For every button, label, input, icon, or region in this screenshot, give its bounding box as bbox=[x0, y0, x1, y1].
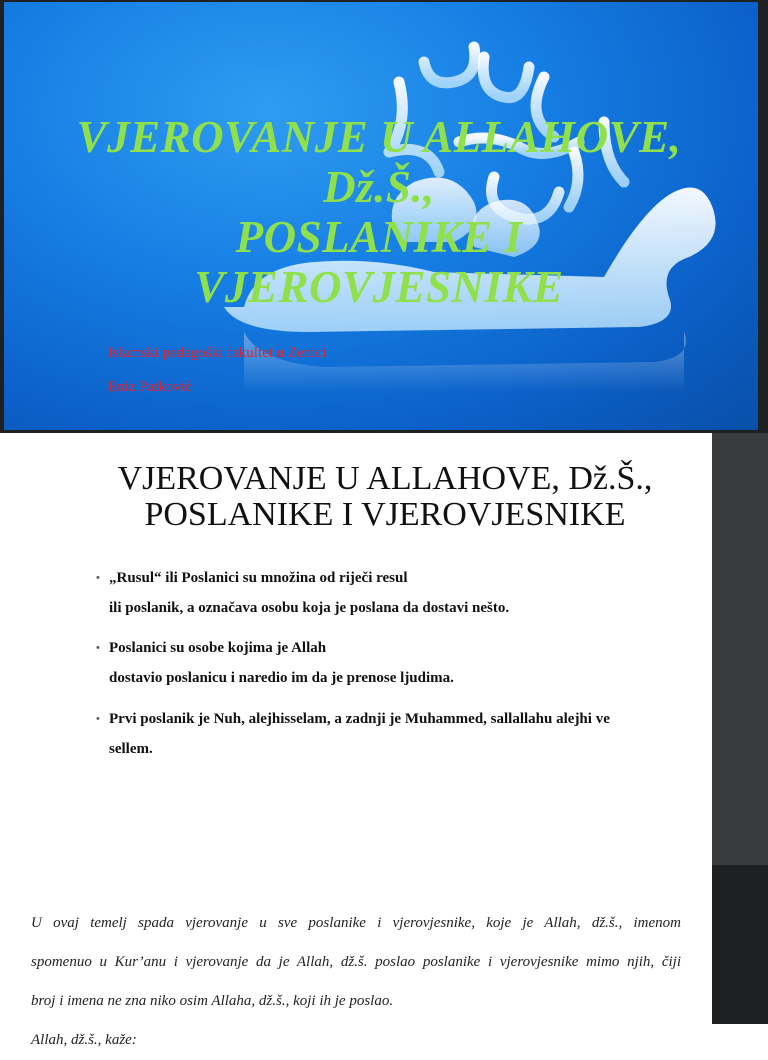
bullet-marker: • bbox=[96, 713, 100, 725]
bullet-item bbox=[96, 563, 696, 623]
slide-edge-panel bbox=[712, 433, 768, 865]
bullet-line: ili poslanik, a označava osobu koja je poslana da dostavi nešto. bbox=[109, 600, 510, 616]
page-edge-panel bbox=[712, 865, 768, 1024]
slide-background bbox=[4, 2, 758, 430]
bullet-line: Prvi poslanik je Nuh, alejhisselam, a zadnji je Muhammed, sallallahu alejhi ve bbox=[109, 711, 610, 727]
title-line: VJEROVJESNIKE bbox=[194, 262, 564, 312]
title-line: POSLANIKE I bbox=[235, 212, 523, 262]
faculty-subtitle: Islamski pedagoški fakultet u Zenici bbox=[108, 345, 327, 361]
paragraph-line: Allah, dž.š., kaže: bbox=[31, 1032, 137, 1048]
paragraph-line: spomenuo u Kur’anu i vjerovanje da je Allah, dž.š. poslao poslanike i vjerovjesnike mimo njih, čiji bbox=[31, 954, 681, 970]
paragraph-line: U ovaj temelj spada vjerovanje u sve poslanike i vjerovjesnike, koje je Allah, dž.š., imenom bbox=[31, 915, 681, 931]
slide1-title bbox=[24, 112, 734, 312]
bullet-marker: • bbox=[96, 642, 100, 654]
title-line: VJEROVANJE U ALLAHOVE, bbox=[76, 112, 682, 162]
bullet-item bbox=[96, 704, 696, 764]
title-line: Dž.Š., bbox=[323, 162, 435, 212]
bullet-line: „Rusul“ ili Poslanici su množina od riječi resul bbox=[109, 570, 408, 586]
document-page bbox=[0, 865, 768, 1048]
bullet-item bbox=[96, 633, 696, 693]
bullet-marker: • bbox=[96, 572, 100, 584]
author-name: Eniz Patković bbox=[108, 379, 192, 395]
bullet-line: dostavio poslanicu i naredio im da je prenose ljudima. bbox=[109, 670, 454, 686]
bullet-line: sellem. bbox=[109, 741, 153, 757]
bullet-line: Poslanici su osobe kojima je Allah bbox=[109, 640, 327, 656]
title-line: VJEROVANJE U ALLAHOVE, Dž.Š., bbox=[117, 460, 653, 497]
title-line: POSLANIKE I VJEROVJESNIKE bbox=[144, 496, 626, 533]
title-slide bbox=[0, 0, 768, 433]
content-slide bbox=[0, 433, 768, 865]
slide2-title bbox=[60, 461, 710, 533]
paragraph-line: broj i imena ne zna niko osim Allaha, dž.š., koji ih je poslao. bbox=[31, 993, 394, 1009]
body-paragraph bbox=[31, 904, 681, 1060]
